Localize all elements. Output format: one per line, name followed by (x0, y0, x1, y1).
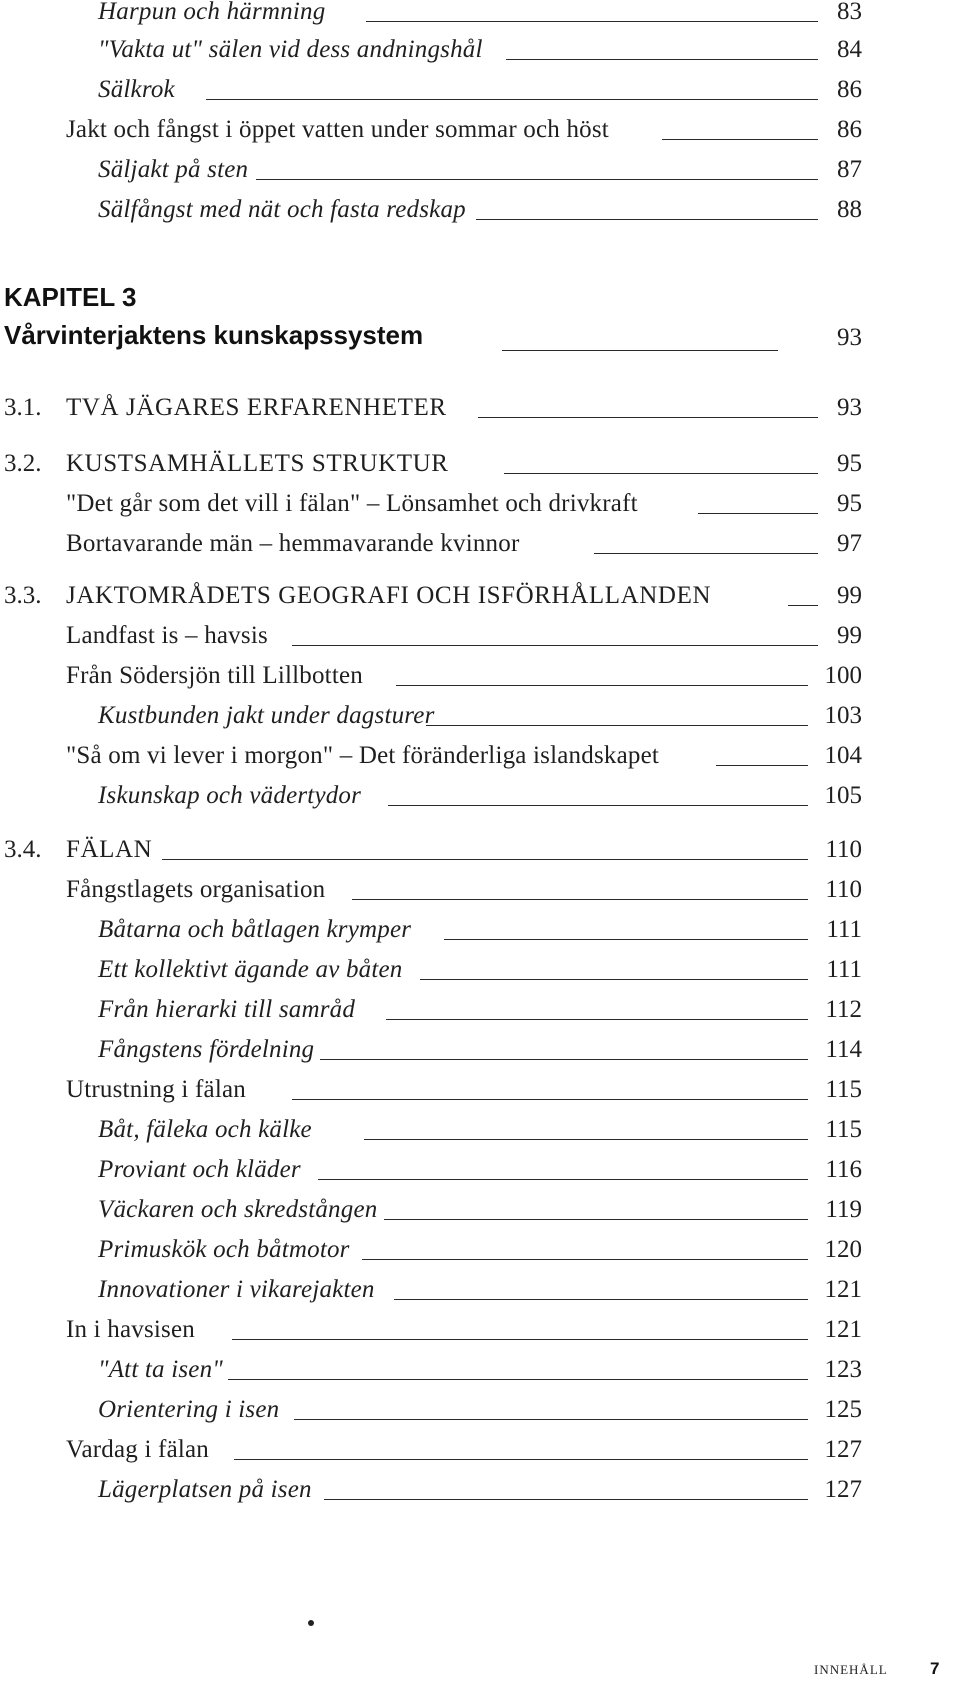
section-entry[interactable] (4, 834, 862, 868)
toc-entry[interactable] (98, 1154, 862, 1188)
toc-entry[interactable] (66, 1074, 862, 1108)
leader-line (366, 21, 818, 22)
toc-entry-title: Harpun och härmning (98, 0, 326, 25)
leader-line (444, 939, 808, 940)
leader-line (788, 605, 818, 606)
toc-entry-page: 119 (825, 1196, 862, 1223)
leader-line (504, 473, 818, 474)
toc-entry[interactable] (98, 34, 862, 68)
leader-line (388, 805, 808, 806)
leader-line (318, 1179, 808, 1180)
toc-entry-title: "Det går som det vill i fälan" – Lönsamhet och drivkraft (66, 490, 638, 517)
toc-entry[interactable] (98, 1034, 862, 1068)
leader-line (162, 859, 808, 860)
chapter-label: KAPITEL 3 (4, 282, 137, 312)
toc-entry[interactable] (98, 1394, 862, 1428)
section-title: KUSTSAMHÄLLETS STRUKTUR (66, 450, 449, 477)
toc-entry[interactable] (98, 700, 862, 734)
leader-line (426, 725, 808, 726)
toc-entry-title: Vardag i fälan (66, 1436, 210, 1463)
toc-entry[interactable] (98, 1274, 862, 1308)
toc-entry-page: 100 (824, 662, 862, 689)
toc-entry[interactable] (66, 1314, 862, 1348)
toc-entry-page: 125 (824, 1396, 862, 1423)
toc-entry-page: 95 (837, 490, 862, 517)
toc-entry-title: Iskunskap och vädertydor (98, 782, 362, 809)
toc-entry[interactable] (66, 488, 862, 522)
toc-entry[interactable] (66, 114, 862, 148)
toc-entry[interactable] (98, 74, 862, 108)
leader-line (292, 1099, 808, 1100)
toc-entry-page: 110 (825, 876, 862, 903)
toc-entry[interactable] (98, 780, 862, 814)
toc-entry-title: Sälfångst med nät och fasta redskap (98, 196, 466, 223)
section-page: 110 (825, 836, 862, 863)
toc-entry-title: Proviant och kläder (98, 1156, 301, 1183)
toc-entry-page: 111 (826, 956, 862, 983)
toc-entry-title: Väckaren och skredstången (98, 1196, 378, 1223)
leader-line (386, 1019, 808, 1020)
toc-entry-page: 120 (824, 1236, 862, 1263)
toc-entry[interactable] (66, 528, 862, 562)
toc-entry-title: In i havsisen (66, 1316, 195, 1343)
ink-speck (308, 1620, 314, 1626)
toc-entry[interactable] (98, 0, 862, 30)
toc-entry-page: 99 (837, 622, 862, 649)
chapter-title[interactable]: Vårvinterjaktens kunskapssystem (4, 320, 424, 350)
toc-entry-page: 127 (824, 1436, 862, 1463)
toc-entry-title: "Att ta isen" (98, 1356, 223, 1383)
toc-entry-title: Bortavarande män – hemmavarande kvinnor (66, 530, 520, 557)
toc-entry-page: 116 (825, 1156, 862, 1183)
toc-entry-page: 127 (824, 1476, 862, 1503)
toc-entry-page: 121 (824, 1276, 862, 1303)
toc-entry-title: Fångstens fördelning (98, 1036, 315, 1063)
toc-entry-title: Sälkrok (98, 76, 175, 103)
leader-line (420, 979, 808, 980)
toc-entry-page: 103 (824, 702, 862, 729)
leader-line (502, 350, 778, 351)
leader-line (352, 899, 808, 900)
toc-entry[interactable] (98, 1354, 862, 1388)
toc-entry-title: Båt, fäleka och kälke (98, 1116, 312, 1143)
leader-line (396, 685, 808, 686)
toc-entry-page: 83 (837, 0, 862, 25)
section-number: 3.1. (4, 394, 42, 421)
leader-line (506, 59, 818, 60)
section-entry[interactable] (4, 392, 862, 426)
section-number: 3.2. (4, 450, 42, 477)
toc-entry-title: Båtarna och båtlagen krymper (98, 916, 412, 943)
section-number: 3.4. (4, 836, 42, 863)
toc-entry-page: 84 (837, 36, 862, 63)
toc-entry-title: Ett kollektivt ägande av båten (98, 956, 403, 983)
toc-entry[interactable] (66, 874, 862, 908)
toc-entry[interactable] (66, 620, 862, 654)
toc-entry[interactable] (98, 994, 862, 1028)
toc-entry-page: 111 (826, 916, 862, 943)
leader-line (324, 1499, 808, 1500)
leader-line (594, 553, 818, 554)
toc-entry-title: Utrustning i fälan (66, 1076, 246, 1103)
toc-entry-title: Säljakt på sten (98, 156, 249, 183)
leader-line (294, 1419, 808, 1420)
toc-entry-page: 114 (825, 1036, 862, 1063)
leader-line (394, 1299, 808, 1300)
toc-entry-title: Primuskök och båtmotor (98, 1236, 350, 1263)
toc-entry-page: 112 (825, 996, 862, 1023)
leader-line (662, 139, 818, 140)
toc-entry-page: 105 (824, 782, 862, 809)
section-page: 95 (837, 450, 862, 477)
toc-entry-page: 86 (837, 116, 862, 143)
leader-line (364, 1139, 808, 1140)
section-page: 93 (837, 394, 862, 421)
leader-line (320, 1059, 808, 1060)
leader-line (292, 645, 818, 646)
toc-entry-page: 104 (824, 742, 862, 769)
toc-entry[interactable] (98, 1114, 862, 1148)
toc-entry-title: "Vakta ut" sälen vid dess andningshål (98, 36, 483, 63)
leader-line (698, 513, 818, 514)
toc-entry[interactable] (98, 154, 862, 188)
leader-line (232, 1339, 808, 1340)
toc-entry-page: 86 (837, 76, 862, 103)
toc-entry-page: 115 (825, 1116, 862, 1143)
running-footer-label: INNEHÅLL (814, 1662, 888, 1677)
toc-entry-title: Innovationer i vikarejakten (98, 1276, 375, 1303)
toc-entry[interactable] (98, 954, 862, 988)
toc-entry-title: Orientering i isen (98, 1396, 280, 1423)
leader-line (476, 219, 818, 220)
toc-entry-title: Landfast is – havsis (66, 622, 268, 649)
toc-entry[interactable] (66, 740, 862, 774)
toc-entry-page: 115 (825, 1076, 862, 1103)
leader-line (234, 1459, 808, 1460)
toc-entry[interactable] (66, 660, 862, 694)
toc-entry[interactable] (98, 914, 862, 948)
toc-entry-page: 121 (824, 1316, 862, 1343)
section-entry[interactable] (4, 448, 862, 482)
page-number: 7 (930, 1659, 940, 1678)
toc-entry-page: 97 (837, 530, 862, 557)
toc-entry-title: Fångstlagets organisation (66, 876, 326, 903)
leader-line (228, 1379, 808, 1380)
leader-line (206, 99, 818, 100)
section-title: FÄLAN (66, 836, 153, 863)
section-page: 99 (837, 582, 862, 609)
toc-entry-title: Från hierarki till samråd (98, 996, 356, 1023)
section-title: JAKTOMRÅDETS GEOGRAFI OCH ISFÖRHÅLLANDEN (66, 582, 712, 609)
leader-line (384, 1219, 808, 1220)
toc-entry[interactable] (98, 1234, 862, 1268)
toc-entry-title: Jakt och fångst i öppet vatten under sommar och höst (66, 116, 609, 143)
leader-line (478, 417, 818, 418)
section-number: 3.3. (4, 582, 42, 609)
toc-entry-title: Från Södersjön till Lillbotten (66, 662, 363, 689)
leader-line (362, 1259, 808, 1260)
section-entry[interactable] (4, 580, 862, 614)
toc-entry-page: 88 (837, 196, 862, 223)
toc-entry[interactable] (98, 194, 862, 228)
toc-entry[interactable] (98, 1474, 862, 1508)
toc-entry-title: "Så om vi lever i morgon" – Det föränderliga islandskapet (66, 742, 660, 769)
section-title: TVÅ JÄGARES ERFARENHETER (66, 394, 447, 421)
toc-entry[interactable] (98, 1194, 862, 1228)
leader-line (256, 179, 818, 180)
toc-entry-page: 123 (824, 1356, 862, 1383)
leader-line (716, 765, 808, 766)
toc-entry-title: Kustbunden jakt under dagsturer (98, 702, 435, 729)
toc-entry-page: 87 (837, 156, 862, 183)
toc-entry-title: Lägerplatsen på isen (98, 1476, 312, 1503)
chapter-page: 93 (837, 324, 862, 351)
toc-entry[interactable] (66, 1434, 862, 1468)
